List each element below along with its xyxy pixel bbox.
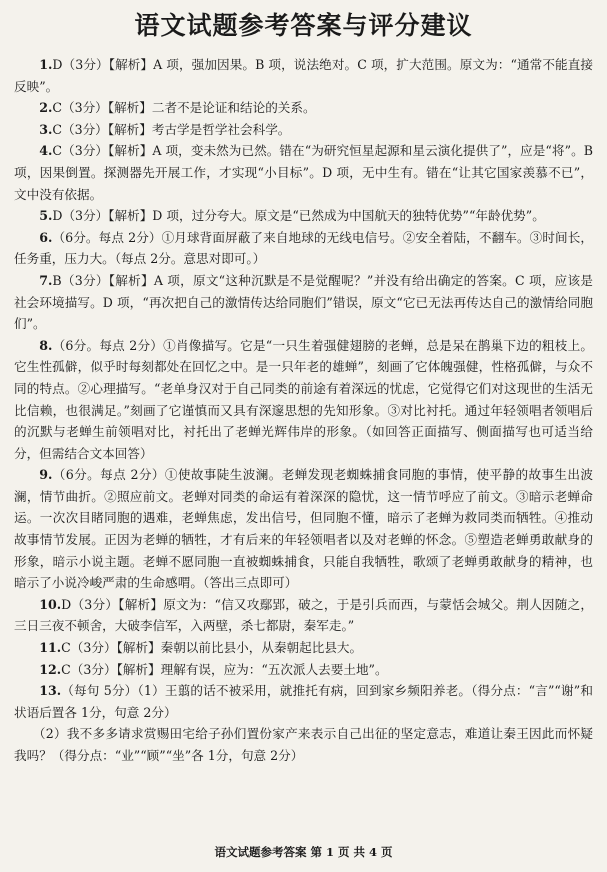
answer-number: 13. xyxy=(39,683,62,699)
answer-text: C（3分）【解析】A 项，变未然为已然。错在“为研究恒星起源和星云演化提供了”，应是“将”。B 项，因果倒置。探测器先开展工作，才实现“小目标”。D 项，无中生有。错在“让其它国家羡慕不已”，文中没有依据。 xyxy=(14,143,593,202)
answer-number: 12. xyxy=(39,661,62,677)
answer-text: （6分。每点 2分）①使故事陡生波澜。老蝉发现老蜘蛛捕食同胞的事情，使平静的故事生出波澜，情节曲折。②照应前文。老蝉对同类的命运有着深深的隐忧，这一情节呼应了前文。③暗示老蝉命运。一次次目睹同胞的遇难，老蝉焦虑，发出信号，但同胞不懂，暗示了老蝉为救同类而牺牲。④推动故事情节发展。正因为老蝉的牺牲，才有后来的年轻领唱者以及对老蝉的怀念。⑤塑造老蝉勇敢献身的形象，暗示小说主题。老蝉不愿同胞一直被蜘蛛捕食，只能自我牺牲，歌颂了老蝉勇敢献身的精神，也暗示了小说冷峻严肃的生命感喟。（答出三点即可） xyxy=(14,467,593,591)
answer-number: 7. xyxy=(39,272,53,288)
answer-text: C（3分）【解析】秦朝以前比县小，从秦朝起比县大。 xyxy=(61,640,363,656)
answer-text: C（3分）【解析】理解有误，应为：“五次派人去要土地”。 xyxy=(61,661,388,677)
answer-text: （2）我不多多请求赏赐田宅给子孙们置份家产来表示自己出征的坚定意志，难道让秦王因此而怀疑我吗？（得分点：“业”“顾”“坐”各 1分，句意 2分） xyxy=(14,726,593,763)
answer-number: 2. xyxy=(39,100,53,116)
answer-item-13 xyxy=(14,680,593,723)
answer-item-5 xyxy=(14,205,593,227)
answer-number: 11. xyxy=(39,640,62,656)
answer-item-2 xyxy=(14,97,593,119)
answer-item-8 xyxy=(14,335,593,465)
answer-item-1 xyxy=(14,54,593,97)
answer-item-13-part-2 xyxy=(14,723,593,766)
page-title: 语文试题参考答案与评分建议 xyxy=(134,11,473,40)
answer-number: 3. xyxy=(39,121,53,137)
answer-item-9 xyxy=(14,464,593,594)
answer-item-3 xyxy=(14,119,593,141)
answer-number: 5. xyxy=(39,208,53,224)
answer-item-4 xyxy=(14,140,593,205)
page-footer: 语文试题参考答案 第 1 页 共 4 页 xyxy=(214,845,393,859)
answer-item-12 xyxy=(14,659,593,681)
answer-item-10 xyxy=(14,594,593,637)
answer-number: 9. xyxy=(39,467,53,483)
answer-number: 8. xyxy=(39,337,53,353)
answer-text: B（3分）【解析】A 项，原文“这种沉默是不是觉醒呢？”并没有给出确定的答案。C 项，应该是社会环境描写。D 项，“再次把自己的激情传达给同胞们”错误，原文“它已无法再传达自己的激情给同胞们”。 xyxy=(14,272,593,332)
answer-item-6 xyxy=(14,227,593,270)
answer-number: 10. xyxy=(39,596,62,612)
answer-text: （6分。每点 2分）①月球背面屏蔽了来自地球的无线电信号。②安全着陆，不翻车。③时间长，任务重，压力大。（每点 2分。意思对即可。） xyxy=(14,229,593,267)
answer-item-11 xyxy=(14,637,593,659)
answer-number: 4. xyxy=(39,143,53,159)
answer-text: （6分。每点 2分）①肖像描写。它是“一只生着强健翅膀的老蝉，总是呆在鹊巢下边的粗枝上。它生性孤僻，似乎时每刻都处在回忆之中。是一只年老的雄蝉”，刻画了它体魄强健，性格孤僻，与众不同的特点。②心理描写。“老单身汉对于自己同类的前途有着深远的忧虑，它觉得它们对这现世的生活无比信赖，也很满足。”刻画了它谨慎而又具有深邃思想的先知形象。③对比衬托。通过年轻领唱者领唱后的沉默与老蝉生前领唱对比，衬托出了老蝉光辉伟岸的形象。（如回答正面描写、侧面描写也可适当给分，但需结合文本回答） xyxy=(14,337,593,461)
answer-text: C（3分）【解析】考古学是哲学社会科学。 xyxy=(52,121,291,137)
answer-item-7 xyxy=(14,270,593,335)
answer-text: D（3分）【解析】D 项，过分夸大。原文是“已然成为中国航天的独特优势”“年龄优势”。 xyxy=(52,208,545,224)
answer-text: （每句 5分）（1）王翦的话不被采用，就推托有病，回到家乡频阳养老。（得分点：“言”“谢”和状语后置各 1分，句意 2分） xyxy=(14,683,593,720)
answer-number: 1. xyxy=(39,57,53,72)
answer-text: C（3分）【解析】二者不是论证和结论的关系。 xyxy=(52,100,316,116)
answer-number: 6. xyxy=(39,229,53,245)
answer-list xyxy=(14,54,593,767)
answer-text: D（3分）【解析】A 项，强加因果。B 项，说法绝对。C 项，扩大范围。原文为：“通常不能直接反映”。 xyxy=(14,57,593,94)
answer-text: D（3分）【解析】原文为：“信又攻鄢郢，破之，于是引兵而西，与蒙恬会城父。荆人因随之，三日三夜不顿舍，大破李信军，入两壁，杀七都尉，秦军走。” xyxy=(14,596,593,634)
